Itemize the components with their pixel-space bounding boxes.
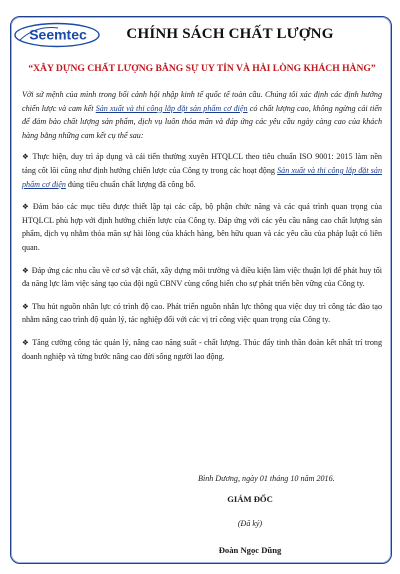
- policy-content: [22, 88, 382, 372]
- diamond-bullet-icon: ❖: [22, 301, 30, 311]
- motto: “XÂY DỰNG CHẤT LƯỢNG BẰNG SỰ UY TÍN VÀ HÀI LÒNG KHÁCH HÀNG”: [28, 63, 376, 74]
- commitment-item: ❖ Tăng cường công tác quản lý, nâng cao năng suất - chất lượng. Thúc đẩy tinh thần đoàn kết nhất trí trong doanh nghiệp và từng bước nâng cao đời sống người lao động.: [22, 337, 382, 361]
- place-date: Bình Dương, ngày 01 tháng 10 năm 2016.: [198, 474, 335, 483]
- signer-name: Đoàn Ngọc Dũng: [218, 545, 282, 555]
- diamond-bullet-icon: ❖: [22, 265, 29, 275]
- item-highlight: Sản xuất và thi công lắp đặt sản phẩm cơ điện: [22, 165, 382, 189]
- logo-text: Seemtec: [29, 26, 87, 43]
- intro-highlight: Sản xuất và thi công lắp đặt sản phẩm cơ điện: [95, 103, 248, 113]
- page-title: CHÍNH SÁCH CHẤT LƯỢNG: [126, 26, 334, 42]
- diamond-bullet-icon: ❖: [22, 337, 30, 347]
- intro-paragraph: Với sứ mệnh của mình trong bối cảnh hội nhập kinh tế quốc tế toàn cầu. Chúng tôi xác định các định hướng chiến lược và cam kết Sản xuất và thi công lắp đặt sản phẩm cơ điện có chất lượng cao, không ngừng cải tiến để đảm bảo chất lượng sản phẩm, dịch vụ luôn thỏa mãn và đáp ứng các yêu cầu ngày càng cao của khách hàng bằng những cam kết cụ thể sau:: [22, 90, 382, 140]
- commitment-item: ❖ Đảm bảo các mục tiêu được thiết lập tại các cấp, bộ phận chức năng và các quá trình quan trọng của HTQLCL phù hợp với định hướng chiến lược của Công ty. Đáp ứng với các yêu cầu nâng cao chất lượng sản phẩm, dịch vụ nhằm thỏa mãn sự hài lòng của khách hàng, bên hữu quan và các yêu cầu của pháp luật có liên quan.: [22, 202, 382, 252]
- signed-note: (Đã ký): [237, 519, 263, 528]
- commitment-item: ❖ Thực hiện, duy trì áp dụng và cải tiến thường xuyên HTQLCL theo tiêu chuẩn ISO 9001: 2015 làm nền tảng cốt lõi cũng như định hướng chiến lược của Công ty trong các hoạt động Sản xuất và thi công lắp đặt sản phẩm cơ điện đúng tiêu chuẩn chất lượng đã công bố.: [22, 152, 382, 189]
- commitment-item: ❖ Thu hút nguồn nhân lực có trình độ cao. Phát triển nguồn nhân lực thông qua việc duy trì công tác đào tạo nhằm nâng cao trình độ quản lý, tác nghiệp đối với các vị trí công việc quan trọng của Công ty.: [22, 301, 382, 325]
- diamond-bullet-icon: ❖: [22, 152, 30, 162]
- diamond-bullet-icon: ❖: [22, 202, 30, 212]
- commitment-item: ❖ Đáp ứng các nhu cầu về cơ sở vật chất, xây dựng môi trường và điều kiện làm việc thuận lợi để phát huy tối đa năng lực làm việc sáng tạo của đội ngũ CBNV cùng cống hiến cho sự phát triển bền vững của Công ty.: [22, 265, 382, 289]
- signer-role: GIÁM ĐỐC: [227, 494, 273, 504]
